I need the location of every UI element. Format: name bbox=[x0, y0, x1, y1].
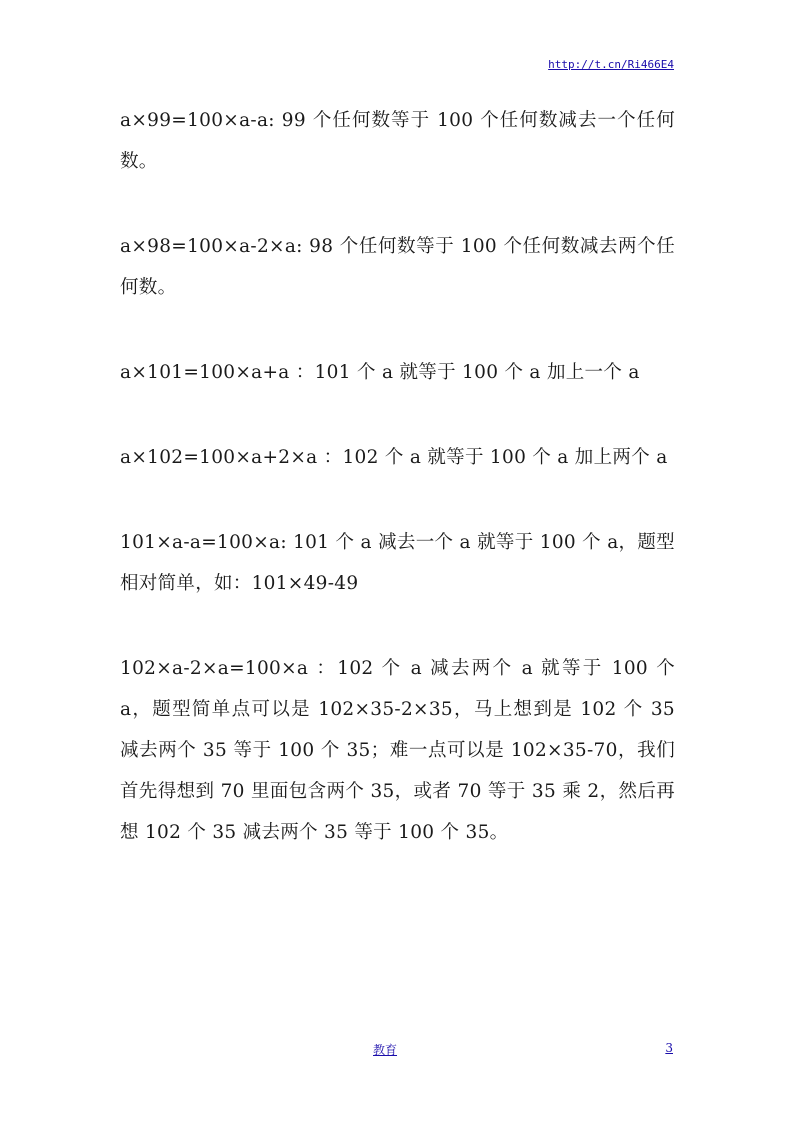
paragraph-a-times-98: a×98=100×a-2×a: 98 个任何数等于 100 个任何数减去两个任何数。 bbox=[120, 236, 675, 298]
paragraph-a-times-102: a×102=100×a+2×a ：102 个 a 就等于 100 个 a 加上两个 a bbox=[120, 447, 668, 468]
page-number[interactable]: 3 bbox=[665, 1041, 673, 1055]
paragraph-a-times-101: a×101=100×a+a ：101 个 a 就等于 100 个 a 加上一个 a bbox=[120, 362, 640, 383]
paragraph-101a-minus-a: 101×a-a=100×a: 101 个 a 减去一个 a 就等于 100 个 a，题型相对简单，如：101×49-49 bbox=[120, 532, 675, 594]
header-link[interactable]: http://t.cn/Ri466E4 bbox=[548, 58, 674, 71]
document-body bbox=[120, 100, 675, 897]
paragraph-102a-minus-2a: 102×a-2×a=100×a ：102 个 a 减去两个 a 就等于 100 个 a，题型简单点可以是 102×35-2×35，马上想到是 102 个 35 减去两个 35 等于 100 个 35；难一点可以是 102×35-70，我们首先得想到 70 里面包含两个 35，或者 70 等于 35 乘 2，然后再想 102 个 35 减去两个 35 等于 100 个 35。 bbox=[120, 658, 675, 843]
paragraph-a-times-99: a×99=100×a-a: 99 个任何数等于 100 个任何数减去一个任何数。 bbox=[120, 110, 675, 172]
footer-category-link[interactable]: 教育 bbox=[373, 1043, 398, 1057]
